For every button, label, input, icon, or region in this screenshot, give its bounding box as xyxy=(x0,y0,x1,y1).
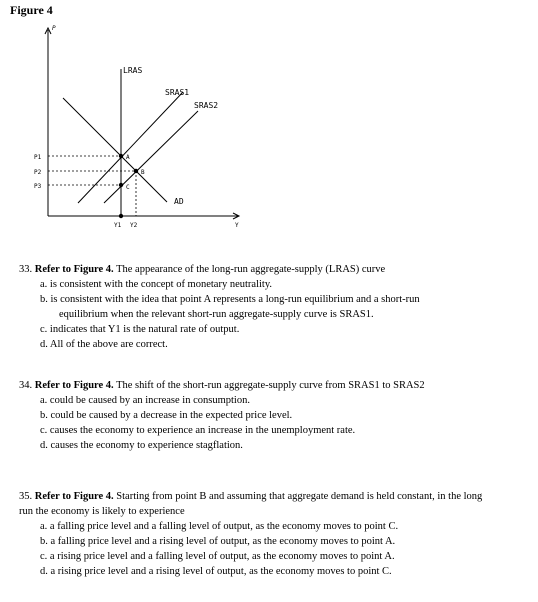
question-text: The shift of the short-run aggregate-supply curve from SRAS1 to SRAS2 xyxy=(116,380,425,391)
p1-label: P1 xyxy=(34,154,42,161)
option-b-continued: equilibrium when the relevant short-run aggregate-supply curve is SRAS1. xyxy=(59,309,374,320)
sras1-label: SRAS1 xyxy=(165,88,190,97)
point-a-label: A xyxy=(126,154,130,161)
question-number: 35. xyxy=(19,491,33,502)
question-stem xyxy=(19,489,524,504)
question-text-continued: run the economy is likely to experience xyxy=(19,506,185,517)
question-text: Starting from point B and assuming that aggregate demand is held constant, in the long xyxy=(116,491,483,502)
option-b: b. could be caused by a decrease in the expected price level. xyxy=(40,410,293,421)
point-a-dot xyxy=(119,154,123,158)
option-c: c. a rising price level and a falling level of output, as the economy moves to point A. xyxy=(40,551,395,562)
question-33 xyxy=(19,262,524,352)
x-axis-label: Y xyxy=(235,222,239,229)
option-b: b. a falling price level and a rising level of output, as the economy moves to point A. xyxy=(40,536,396,547)
point-c-label: C xyxy=(126,184,130,191)
option-a: a. is consistent with the concept of monetary neutrality. xyxy=(40,279,273,290)
option-d: d. causes the economy to experience stagflation. xyxy=(40,440,243,451)
point-b-label: B xyxy=(141,169,145,176)
y2-label: Y2 xyxy=(130,222,138,229)
question-lead: Refer to Figure 4. xyxy=(34,380,114,391)
option-d: d. a rising price level and a rising level of output, as the economy moves to point C. xyxy=(40,566,392,577)
option-a: a. a falling price level and a falling level of output, as the economy moves to point C. xyxy=(40,521,399,532)
ad-label: AD xyxy=(174,197,184,206)
question-number: 34. xyxy=(19,380,33,391)
sras2-label: SRAS2 xyxy=(194,101,219,110)
question-number: 33. xyxy=(19,264,33,275)
y1-label: Y1 xyxy=(114,222,122,229)
option-c: c. indicates that Y1 is the natural rate of output. xyxy=(40,324,240,335)
option-a: a. could be caused by an increase in consumption. xyxy=(40,395,250,406)
question-lead: Refer to Figure 4. xyxy=(34,491,114,502)
sras2-curve xyxy=(104,111,198,203)
p2-label: P2 xyxy=(34,169,42,176)
sras1-curve xyxy=(78,92,183,203)
question-lead: Refer to Figure 4. xyxy=(34,264,114,275)
figure-title: Figure 4 xyxy=(10,3,53,17)
y1-dot xyxy=(119,214,123,218)
question-35 xyxy=(19,489,524,579)
question-text: The appearance of the long-run aggregate-supply (LRAS) curve xyxy=(116,264,386,275)
question-stem xyxy=(19,378,524,393)
question-stem xyxy=(19,262,524,277)
y-axis-label: P xyxy=(52,25,56,32)
ad-curve xyxy=(63,98,167,202)
point-c-dot xyxy=(119,183,123,187)
option-d: d. All of the above are correct. xyxy=(40,339,168,350)
figure-graph xyxy=(0,0,538,240)
question-34 xyxy=(19,378,524,453)
p3-label: P3 xyxy=(34,183,42,190)
option-b: b. is consistent with the idea that point A represents a long-run equilibrium and a short-run xyxy=(40,294,420,305)
lras-label: LRAS xyxy=(123,66,143,75)
point-b-dot xyxy=(134,169,138,173)
option-c: c. causes the economy to experience an increase in the unemployment rate. xyxy=(40,425,356,436)
